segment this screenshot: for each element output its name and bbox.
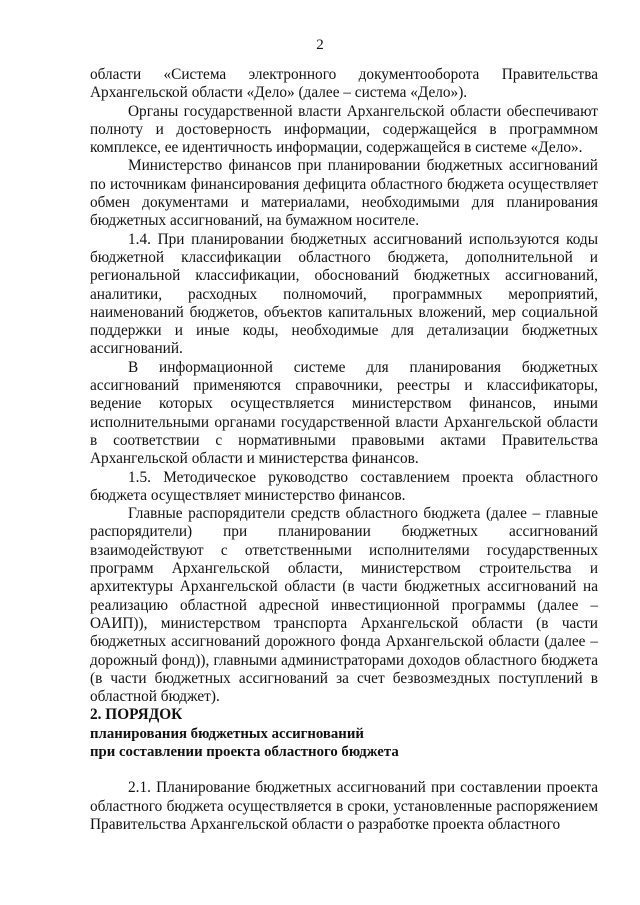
document-body: [90, 66, 598, 834]
paragraph-1-5-guidance: 1.5. Методическое руководство составлением проекта областного бюджета осуществляет министерство финансов.: [90, 468, 598, 504]
paragraph-reference-books: В информационной системе для планирования бюджетных ассигнований применяются справочники, реестры и классификаторы, ведение которых осуществляется министерством финансов, иными исполнительными органами государственной власти Архангельской области в соответствии с нормативными правовыми актами Правительства Архангельской области и министерства финансов.: [90, 358, 598, 468]
paragraph-paper-exchange: Министерство финансов при планировании бюджетных ассигнований по источникам финансирования дефицита областного бюджета осуществляет обмен документами и материалами, необходимыми для планирования бюджетных ассигнований, на бумажном носителе.: [90, 157, 598, 230]
section-subtitle-line-1: планирования бюджетных ассигнований: [90, 725, 364, 742]
paragraph-main-managers: Главные распорядители средств областного бюджета (далее – главные распорядители) при планировании бюджетных ассигнований взаимодействуют с ответственными исполнителями государственных программ Архангельской области, министерством строительства и архитектуры Архангельской области (в части бюджетных ассигнований на реализацию областной адресной инвестиционной программы (далее – ОАИП)), министерством транспорта Архангельской области (в части бюджетных ассигнований дорожного фонда Архангельской области (далее – дорожный фонд)), главными администраторами доходов областного бюджета (в части бюджетных ассигнований за счет безвозмездных поступлений в областной бюджет).: [90, 505, 598, 706]
page-number: 2: [316, 37, 324, 53]
paragraph-2-1-timeline: 2.1. Планирование бюджетных ассигнований при составлении проекта областного бюджета осуществляется в сроки, установленные распоряжением Правительства Архангельской области о разработке проекта областного: [90, 779, 598, 833]
paragraph-data-integrity: Органы государственной власти Архангельской области обеспечивают полноту и достоверность информации, содержащейся в программном комплексе, ее идентичность информации, содержащейся в системе «Дело».: [90, 102, 598, 157]
paragraph-continuation: области «Система электронного документооборота Правительства Архангельской области «Дело» (далее – система «Дело»).: [90, 66, 598, 102]
paragraph-1-4-codes: 1.4. При планировании бюджетных ассигнований используются коды бюджетной классификации областного бюджета, дополнительной и региональной классификации, обоснований бюджетных ассигнований, аналитики, расходных полномочий, программных мероприятий, наименований бюджетов, объектов капитальных вложений, мер социальной поддержки и иные коды, необходимые для детализации бюджетных ассигнований.: [90, 230, 598, 358]
section-title: 2. ПОРЯДОК: [90, 706, 183, 724]
section-subtitle-line-2: при составлении проекта областного бюджета: [90, 743, 399, 760]
